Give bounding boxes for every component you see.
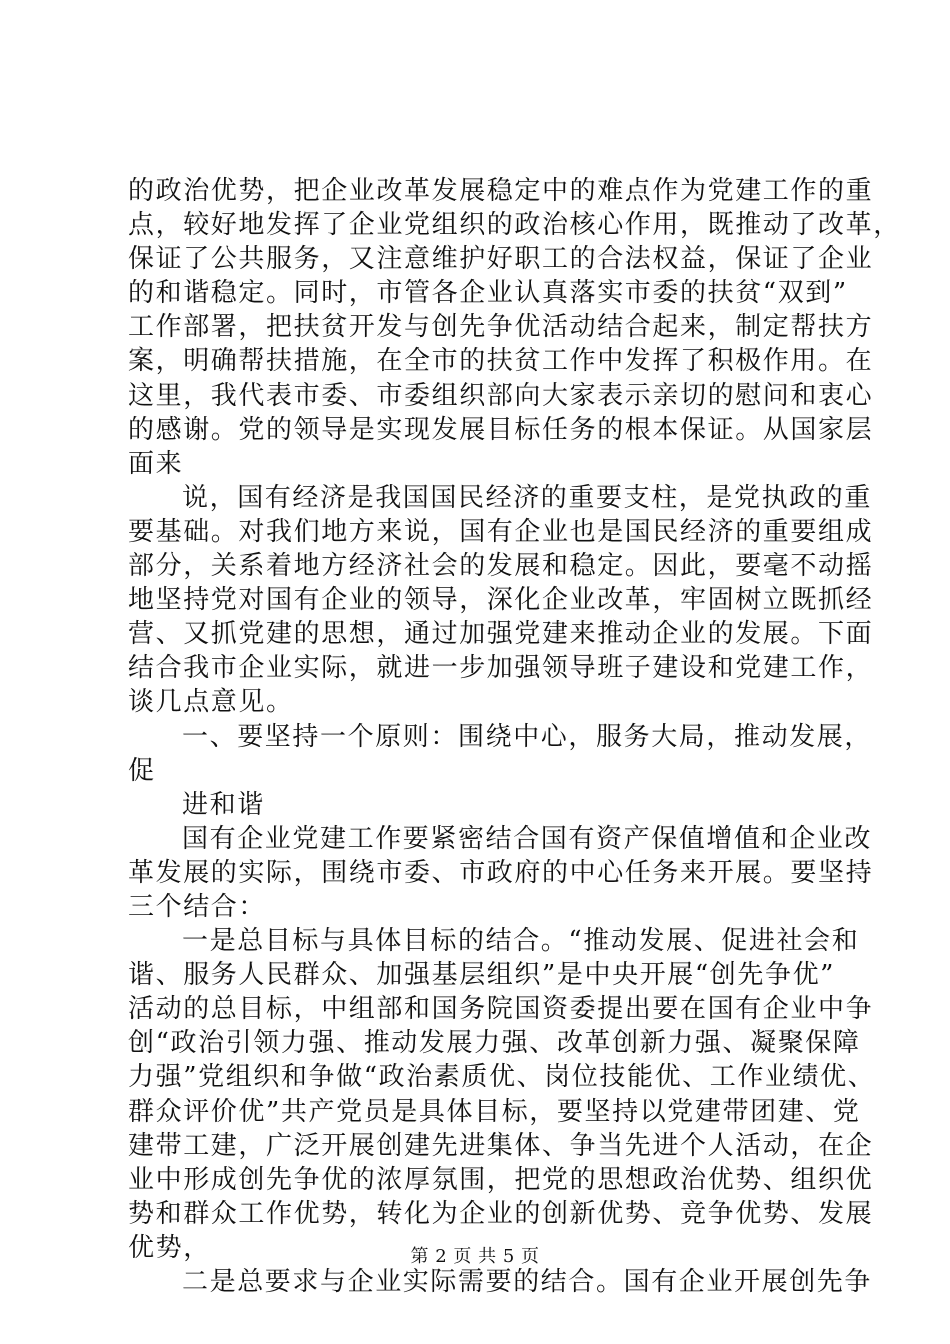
document-body [128, 174, 901, 1299]
text-line: 活动的总目标，中组部和国务院国资委提出要在国有企业中争 [128, 994, 874, 1025]
text-line: 二是总要求与企业实际需要的结合。国有企业开展创先争 [182, 1267, 873, 1297]
text-line: 谈几点意见。 [128, 687, 294, 718]
text-line: 进和谐 [182, 789, 265, 820]
text-line: 建带工建，广泛开展创建先进集体、争当先进个人活动，在企 [128, 1130, 874, 1161]
text-line: 结合我市企业实际，就进一步加强领导班子建设和党建工作， [128, 653, 874, 684]
text-line: 这里，我代表市委、市委组织部向大家表示亲切的慰问和衷心 [128, 380, 874, 411]
text-line: 群众评价优”共产党员是具体目标，要坚持以党建带团建、党 [128, 1096, 861, 1127]
text-line: 谐、服务人民群众、加强基层组织”是中央开展“创先争优” [128, 960, 836, 991]
text-line: 案，明确帮扶措施，在全市的扶贫工作中发挥了积极作用。在 [128, 346, 874, 377]
text-line: 说，国有经济是我国国民经济的重要支柱，是党执政的重 [182, 482, 873, 513]
page-footer: 第 2 页 共 5 页 [410, 1246, 540, 1267]
text-line: 促 [128, 755, 156, 786]
text-line: 的和谐稳定。同时，市管各企业认真落实市委的扶贫“双到” [128, 278, 848, 309]
text-line: 业中形成创先争优的浓厚氛围，把党的思想政治优势、组织优 [128, 1164, 874, 1195]
text-line: 势和群众工作优势，转化为企业的创新优势、竞争优势、发展 [128, 1198, 874, 1229]
text-line: 的感谢。党的领导是实现发展目标任务的根本保证。从国家层 [128, 414, 874, 445]
text-line: 地坚持党对国有企业的领导，深化企业改革，牢固树立既抓经 [128, 585, 874, 616]
text-line: 的政治优势，把企业改革发展稳定中的难点作为党建工作的重 [128, 176, 874, 206]
text-line: 一是总目标与具体目标的结合。“推动发展、促进社会和 [182, 926, 860, 957]
text-line: 革发展的实际，围绕市委、市政府的中心任务来开展。要坚持 [128, 857, 874, 888]
text-line: 点，较好地发挥了企业党组织的政治核心作用，既推动了改革， [128, 210, 901, 241]
text-line: 部分，关系着地方经济社会的发展和稳定。因此，要毫不动摇 [128, 551, 874, 582]
text-line: 一、要坚持一个原则：围绕中心，服务大局，推动发展， [182, 721, 873, 752]
text-line: 三个结合： [128, 891, 267, 922]
text-line: 优势， [128, 1232, 211, 1263]
text-line: 力强”党组织和争做“政治素质优、岗位技能优、工作业绩优、 [128, 1062, 876, 1093]
text-line: 保证了公共服务，又注意维护好职工的合法权益，保证了企业 [128, 244, 874, 275]
text-line: 工作部署，把扶贫开发与创先争优活动结合起来，制定帮扶方 [128, 312, 874, 343]
text-line: 面来 [128, 448, 184, 479]
text-line: 要基础。对我们地方来说，国有企业也是国民经济的重要组成 [128, 516, 874, 547]
text-line: 营、又抓党建的思想，通过加强党建来推动企业的发展。下面 [128, 619, 874, 650]
text-line: 创“政治引领力强、推动发展力强、改革创新力强、凝聚保障 [128, 1028, 861, 1059]
text-line: 国有企业党建工作要紧密结合国有资产保值增值和企业改 [182, 823, 873, 854]
